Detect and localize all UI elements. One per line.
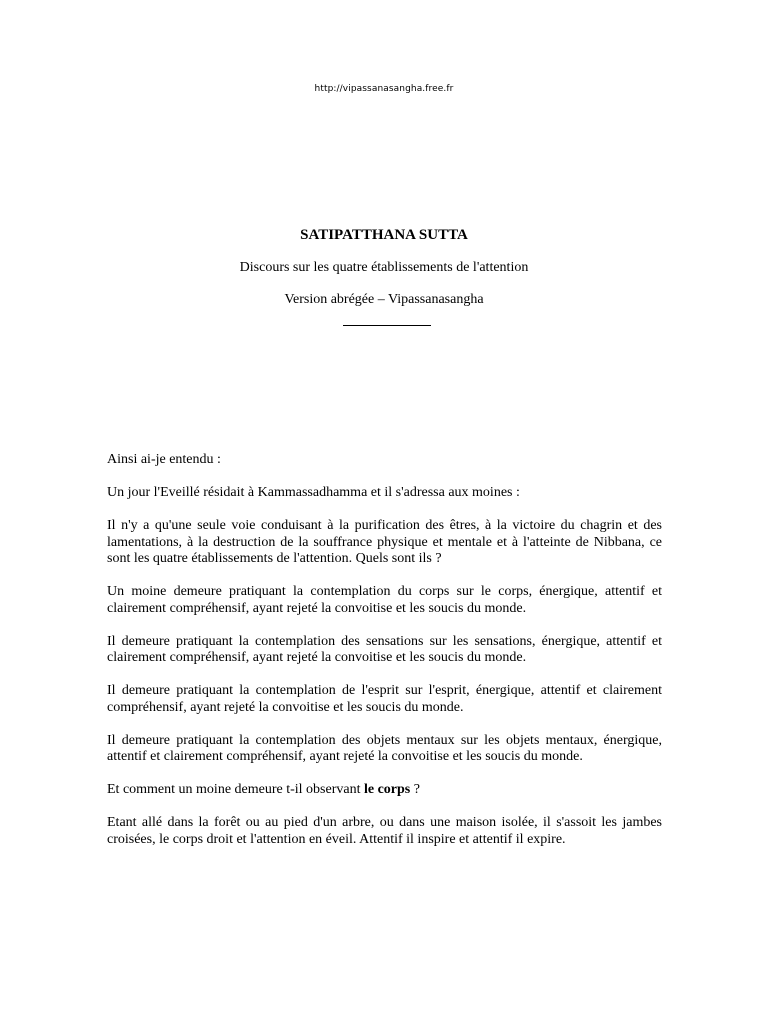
paragraph-sitting-posture: Etant allé dans la forêt ou au pied d'un arbre, ou dans une maison isolée, il s'assoit les jambes croisées, le corps droit et l'attention en éveil. Attentif il inspire et attentif il expire. <box>107 815 662 847</box>
paragraph-body-contemplation: Un moine demeure pratiquant la contemplation du corps sur le corps, énergique, attentif et clairement compréhensif, ayant rejeté la convoitise et les soucis du monde. <box>107 584 662 616</box>
document-subtitle: Discours sur les quatre établissements de l'attention <box>239 260 529 275</box>
paragraph-sensations-contemplation: Il demeure pratiquant la contemplation des sensations sur les sensations, énergique, attentif et clairement compréhensif, ayant rejeté la convoitise et les soucis du monde. <box>107 633 662 665</box>
paragraph-question-body <box>107 782 662 799</box>
question-text-before: Et comment un moine demeure t-il observant <box>107 782 364 797</box>
question-text-after: ? <box>410 782 420 797</box>
paragraph-intro: Ainsi ai-je entendu : <box>107 452 221 467</box>
paragraph-mind-contemplation: Il demeure pratiquant la contemplation de l'esprit sur l'esprit, énergique, attentif et clairement compréhensif, ayant rejeté la convoitise et les soucis du monde. <box>107 683 662 715</box>
document-title: SATIPATTHANA SUTTA <box>300 227 468 243</box>
question-bold-term: le corps <box>363 782 411 797</box>
paragraph-setting: Un jour l'Eveillé résidait à Kammassadhamma et il s'adressa aux moines : <box>107 485 520 500</box>
title-separator-rule <box>343 325 431 326</box>
document-version: Version abrégée – Vipassanasangha <box>284 292 484 307</box>
paragraph-single-way: Il n'y a qu'une seule voie conduisant à la purification des êtres, à la victoire du chagrin et des lamentations, à la destruction de la souffrance physique et mentale et à l'atteinte de Nibbana, ce sont les quatre établissements de l'attention. Quels sont ils ? <box>107 518 662 566</box>
document-body <box>107 452 662 865</box>
paragraph-mental-objects-contemplation: Il demeure pratiquant la contemplation des objets mentaux sur les objets mentaux, énergique, attentif et clairement compréhensif, ayant rejeté la convoitise et les soucis du monde. <box>107 732 662 764</box>
header-url: http://vipassanasangha.free.fr <box>314 84 454 94</box>
